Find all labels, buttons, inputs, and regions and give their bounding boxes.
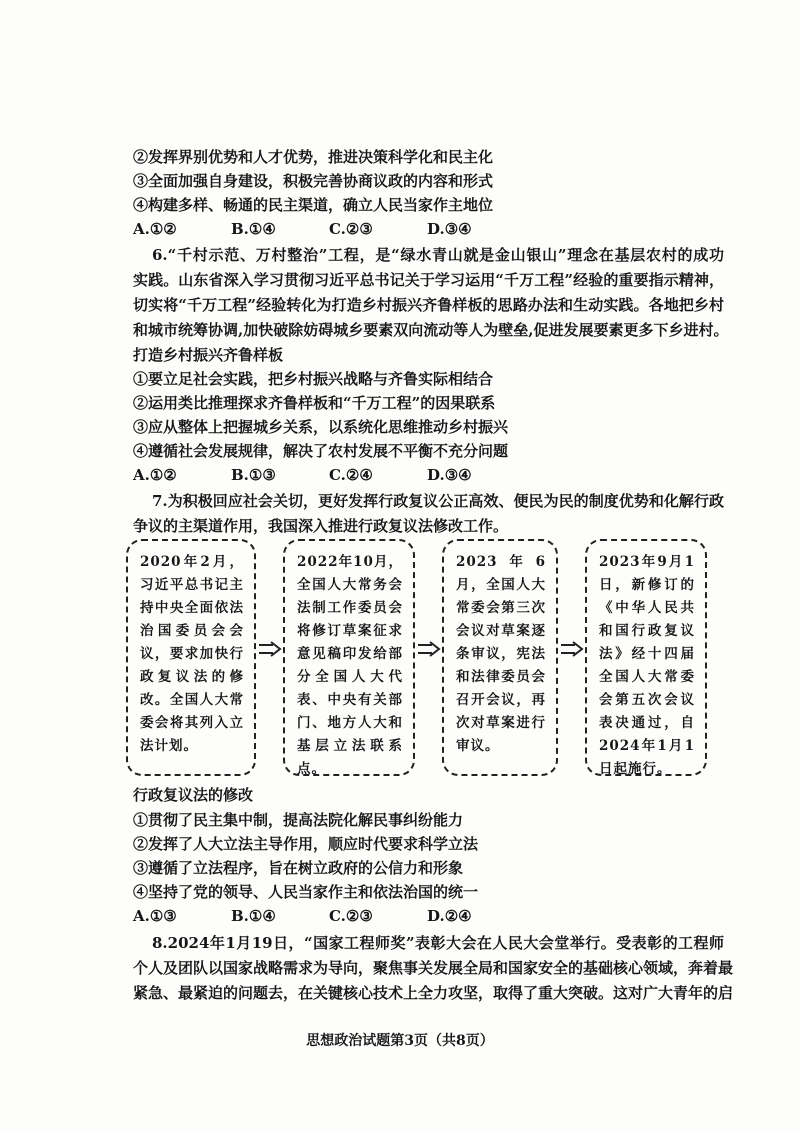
q6-option-3: ③应从整体上把握城乡关系，以系统化思维推动乡村振兴 — [133, 418, 509, 436]
q5-option-3: ③全面加强自身建设，积极完善协商议政的内容和形式 — [133, 172, 494, 190]
q7-lead: 行政复议法的修改 — [133, 786, 254, 804]
flow-arrow-3 — [560, 640, 584, 658]
q6-option-2: ②运用类比推理探求齐鲁样板和“千万工程”的因果联系 — [133, 394, 496, 412]
q5-option-4: ④构建多样、畅通的民主渠道，确立人民当家作主地位 — [133, 196, 494, 214]
q6-answer-a: A.①② — [133, 466, 177, 484]
q7-stem-line-2: 争议的主渠道作用，我国深入推进行政复议法修改工作。 — [133, 517, 509, 535]
q6-answer-c: C.②④ — [329, 466, 373, 484]
q6-answers — [133, 465, 733, 485]
q6-stem-line-2: 实践。山东省深入学习贯彻习近平总书记关于学习运用“千万工程”经验的重要指示精神， — [133, 271, 724, 289]
flow-box-2: 2022年10月，全国人大常务会法制工作委员会将修订草案征求意见稿印发给部分全国人大代表、中央有关部门、地方人大和基层立法联系点。 — [283, 539, 415, 776]
q8-stem-line-3: 紧急、最紧迫的问题去，在关键核心技术上全力攻坚，取得了重大突破。这对广大青年的启 — [133, 984, 734, 1002]
q7-answer-b: B.①④ — [231, 907, 276, 925]
q7-option-4: ④坚持了党的领导、人民当家作主和依法治国的统一 — [133, 883, 479, 901]
q6-stem-line-5: 打造乡村振兴齐鲁样板 — [133, 346, 284, 364]
q7-answer-a: A.①③ — [133, 907, 177, 925]
q6-answer-b: B.①③ — [231, 466, 276, 484]
q5-answer-c: C.②③ — [329, 220, 373, 238]
q6-stem-line-3: 切实将“千万工程”经验转化为打造乡村振兴齐鲁样板的思路办法和生动实践。各地把乡村 — [133, 296, 724, 314]
q5-answer-a: A.①② — [133, 220, 177, 238]
q6-stem-line-4: 和城市统筹协调,加快破除妨碍城乡要素双向流动等人为壁垒,促进发展要素更多下乡进村。 — [133, 321, 729, 339]
q7-answer-c: C.②③ — [329, 907, 373, 925]
q5-option-2: ②发挥界别优势和人才优势，推进决策科学化和民主化 — [133, 148, 494, 166]
page-footer: 思想政治试题第3页（共8页） — [306, 1033, 494, 1049]
q5-answer-d: D.③④ — [427, 220, 472, 238]
flow-box-1: 2020年2月，习近平总书记主持中央全面依法治国委员会会议，要求加快行政复议法的修改。全国人大常委会将其列入立法计划。 — [126, 539, 256, 776]
q7-stem-line-1: 7.为积极回应社会关切，更好发挥行政复议公正高效、便民为民的制度优势和化解行政 — [152, 492, 724, 510]
q6-option-4: ④遵循社会发展规律，解决了农村发展不平衡不充分问题 — [133, 442, 509, 460]
flow-box-4: 2023年9月1日，新修订的《中华人民共和国行政复议法》经十四届全国人大常委会第五次会议表决通过，自2024年1月1日起施行。 — [585, 539, 707, 776]
q7-option-3: ③遵循了立法程序，旨在树立政府的公信力和形象 — [133, 859, 464, 877]
q6-stem-line-1: 6.“千村示范、万村整治”工程，是“绿水青山就是金山银山”理念在基层农村的成功 — [152, 246, 724, 264]
q7-answers — [133, 906, 733, 926]
q7-option-1: ①贯彻了民主集中制，提高法院化解民事纠纷能力 — [133, 811, 464, 829]
q7-answer-d: D.②④ — [427, 907, 472, 925]
q5-answer-b: B.①④ — [231, 220, 276, 238]
q6-answer-d: D.③④ — [427, 466, 472, 484]
q8-stem-line-2: 个人及团队以国家战略需求为导向，聚焦事关发展全局和国家安全的基础核心领域，奔着最 — [133, 959, 734, 977]
q8-stem-line-1: 8.2024年1月19日，“国家工程师奖”表彰大会在人民大会堂举行。受表彰的工程师 — [152, 934, 724, 952]
q5-answers — [133, 219, 733, 239]
q6-option-1: ①要立足社会实践，把乡村振兴战略与齐鲁实际相结合 — [133, 370, 494, 388]
q7-option-2: ②发挥了人大立法主导作用，顺应时代要求科学立法 — [133, 835, 479, 853]
flow-arrow-2 — [417, 640, 441, 658]
flow-box-3: 2023年6月，全国人大常委会第三次会议对草案逐条审议，宪法和法律委员会召开会议，再次对草案进行审议。 — [442, 539, 558, 776]
flow-arrow-1 — [258, 640, 282, 658]
